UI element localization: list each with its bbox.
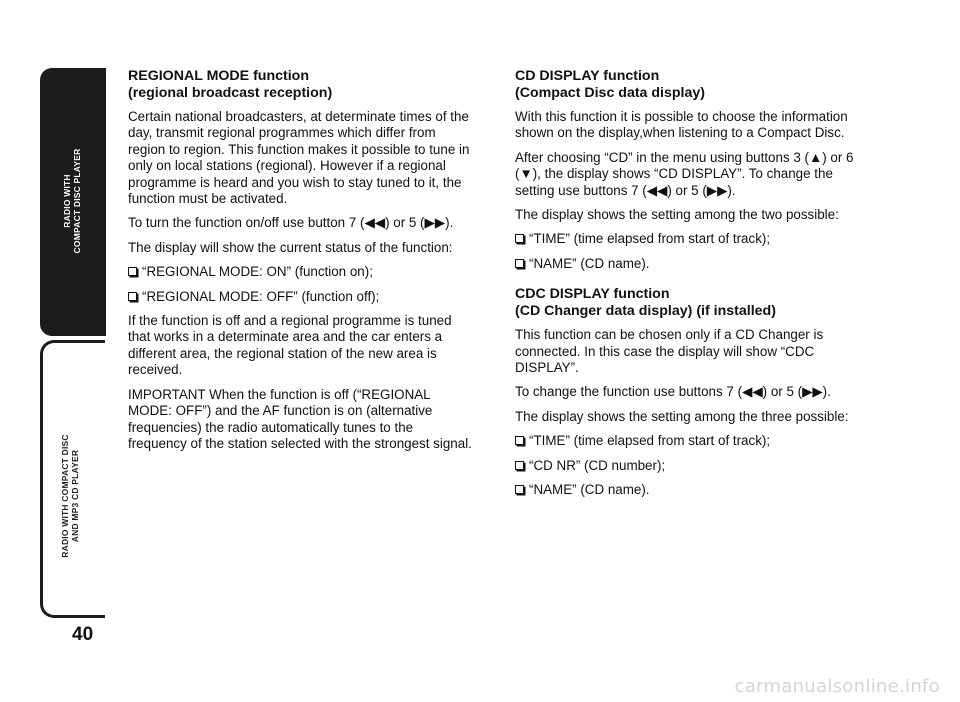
- checkbox-bullet-icon: [515, 461, 524, 470]
- checkbox-bullet-icon: [128, 267, 137, 276]
- right-column: [515, 68, 860, 507]
- checkbox-bullet-icon: [128, 292, 137, 301]
- section-tab-label: RADIO WITH COMPACT DISC: [60, 434, 70, 558]
- watermark: carmanualsonline.info: [734, 676, 940, 697]
- section-tab-radio-mp3: [40, 340, 105, 618]
- section-heading-regional-mode: REGIONAL MODE function (regional broadcast reception): [128, 68, 333, 101]
- checkbox-bullet-icon: [515, 259, 524, 268]
- paragraph: The display will show the current status of the function:: [128, 239, 453, 255]
- paragraph: This function can be chosen only if a CD Changer is connected. In this case the display will show “CDC DISPLAY”.: [515, 327, 824, 376]
- paragraph: To turn the function on/off use button 7 (◀◀) or 5 (▶▶).: [128, 215, 454, 231]
- checkbox-bullet-icon: [515, 485, 524, 494]
- paragraph: The display shows the setting among the two possible:: [515, 207, 839, 223]
- left-column: [128, 68, 473, 460]
- paragraph: After choosing “CD” in the menu using buttons 3 (▲) or 6 (▼), the display shows “CD DISPLAY”. To change the setting use buttons 7 (◀◀) or 5 (▶▶).: [515, 149, 854, 198]
- list-item: “TIME” (time elapsed from start of track);: [515, 433, 860, 449]
- section-tab-label: RADIO WITH: [62, 174, 72, 228]
- list-item: “NAME” (CD name).: [515, 482, 860, 498]
- list-item: “NAME” (CD name).: [515, 256, 860, 272]
- checkbox-bullet-icon: [515, 436, 524, 445]
- section-tab-label: AND MP3 CD PLAYER: [70, 449, 80, 543]
- section-heading-cd-display: CD DISPLAY function (Compact Disc data display): [515, 68, 706, 101]
- paragraph: To change the function use buttons 7 (◀◀) or 5 (▶▶).: [515, 384, 831, 400]
- section-heading-cdc-display: CDC DISPLAY function (CD Changer data display) (if installed): [515, 286, 776, 320]
- list-item: “REGIONAL MODE: OFF” (function off);: [128, 289, 473, 305]
- list-item: “CD NR” (CD number);: [515, 458, 860, 474]
- list-item: “TIME” (time elapsed from start of track);: [515, 231, 860, 247]
- paragraph-important: IMPORTANT When the function is off (“REGIONAL MODE: OFF”) and the AF function is on (alternative frequencies) the radio automatically tunes to the frequency of the station selected with the strongest signal.: [128, 386, 472, 451]
- section-tab-label: COMPACT DISC PLAYER: [72, 148, 82, 254]
- paragraph: Certain national broadcasters, at determinate times of the day, transmit regional programmes which differ from region to region. This function makes it possible to tune in only on local stations (regional). However if a regional programme is heard and you wish to stay tuned to it, the function must be activated.: [128, 109, 470, 207]
- list-item: “REGIONAL MODE: ON” (function on);: [128, 264, 473, 280]
- paragraph: If the function is off and a regional programme is tuned that works in a determinate area and the car enters a different area, the regional station of the new area is received.: [128, 313, 452, 378]
- paragraph: With this function it is possible to choose the information shown on the display,when listening to a Compact Disc.: [515, 109, 848, 141]
- section-tab-radio-cd: [40, 68, 106, 336]
- paragraph: The display shows the setting among the three possible:: [515, 408, 849, 424]
- page-number: 40: [72, 624, 94, 645]
- checkbox-bullet-icon: [515, 234, 524, 243]
